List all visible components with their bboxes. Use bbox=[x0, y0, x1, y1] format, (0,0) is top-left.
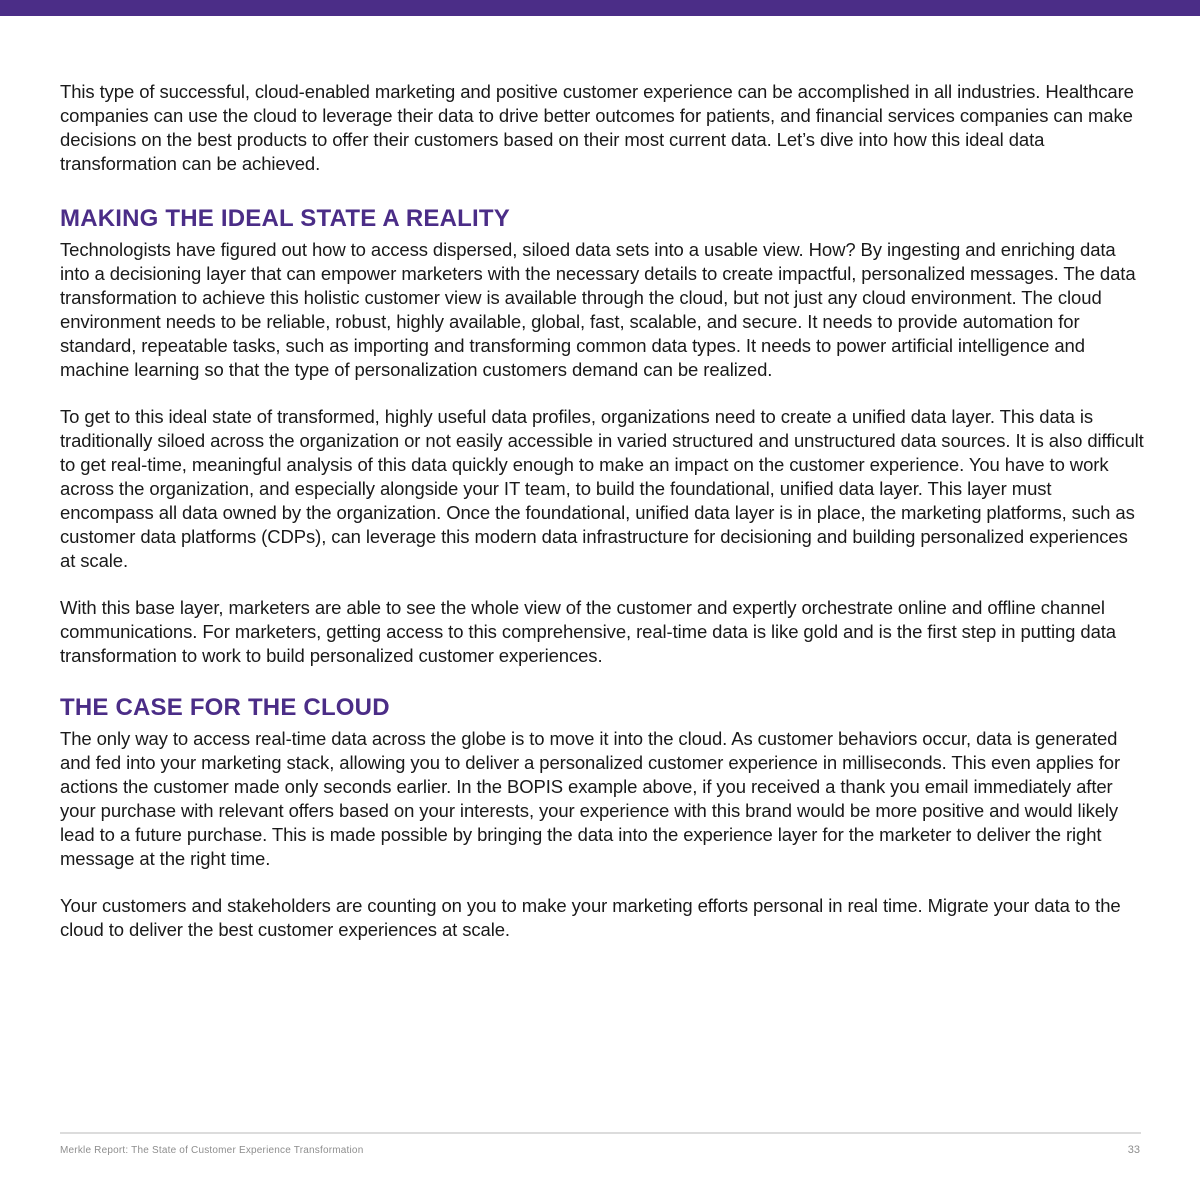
page-content bbox=[60, 80, 1145, 942]
top-accent-bar bbox=[0, 0, 1200, 16]
section2-paragraph-2: Your customers and stakeholders are counting on you to make your marketing efforts personal in real time. Migrate your data to the cloud to deliver the best customer experiences at scale. bbox=[60, 895, 1121, 940]
page-number: 33 bbox=[1127, 1144, 1140, 1156]
intro-paragraph: This type of successful, cloud-enabled marketing and positive customer experience can be accomplished in all industries. Healthcare companies can use the cloud to leverage their data to drive better outcomes for patients, and financial services companies can make decisions on the best products to offer their customers based on their most current data. Let’s dive into how this ideal data transformation can be achieved. bbox=[60, 81, 1134, 174]
footer-report-title: Merkle Report: The State of Customer Experience Transformation bbox=[60, 1145, 364, 1156]
section1-paragraph-2: To get to this ideal state of transformed, highly useful data profiles, organizations need to create a unified data layer. This data is traditionally siloed across the organization or not easily accessible in varied structured and unstructured data sources. It is also difficult to get real-time, meaningful analysis of this data quickly enough to make an impact on the customer experience. You have to work across the organization, and especially alongside your IT team, to build the foundational, unified data layer. This layer must encompass all data owned by the organization. Once the foundational, unified data layer is in place, the marketing platforms, such as customer data platforms (CDPs), can leverage this modern data infrastructure for decisioning and building personalized experiences at scale. bbox=[60, 406, 1144, 571]
section-heading-ideal-state: MAKING THE IDEAL STATE A REALITY bbox=[60, 205, 510, 232]
section-heading-case-for-cloud: THE CASE FOR THE CLOUD bbox=[60, 694, 390, 721]
footer-divider bbox=[60, 1132, 1141, 1134]
section2-paragraph-1: The only way to access real-time data across the globe is to move it into the cloud. As customer behaviors occur, data is generated and fed into your marketing stack, allowing you to deliver a personalized customer experience in milliseconds. This even applies for actions the customer made only seconds earlier. In the BOPIS example above, if you received a thank you email immediately after your purchase with relevant offers based on your interests, your experience with this brand would be more positive and would likely lead to a future purchase. This is made possible by bringing the data into the experience layer for the marketer to deliver the right message at the right time. bbox=[60, 728, 1121, 869]
section1-paragraph-1: Technologists have figured out how to access dispersed, siloed data sets into a usable view. How? By ingesting and enriching data into a decisioning layer that can empower marketers with the necessary details to create impactful, personalized messages. The data transformation to achieve this holistic customer view is available through the cloud, but not just any cloud environment. The cloud environment needs to be reliable, robust, highly available, global, fast, scalable, and secure. It needs to provide automation for standard, repeatable tasks, such as importing and transforming common data types. It needs to power artificial intelligence and machine learning so that the type of personalization customers demand can be realized. bbox=[60, 239, 1136, 380]
section1-paragraph-3: With this base layer, marketers are able to see the whole view of the customer and expertly orchestrate online and offline channel communications. For marketers, getting access to this comprehensive, real-time data is like gold and is the first step in putting data transformation to work to build personalized customer experiences. bbox=[60, 597, 1116, 666]
